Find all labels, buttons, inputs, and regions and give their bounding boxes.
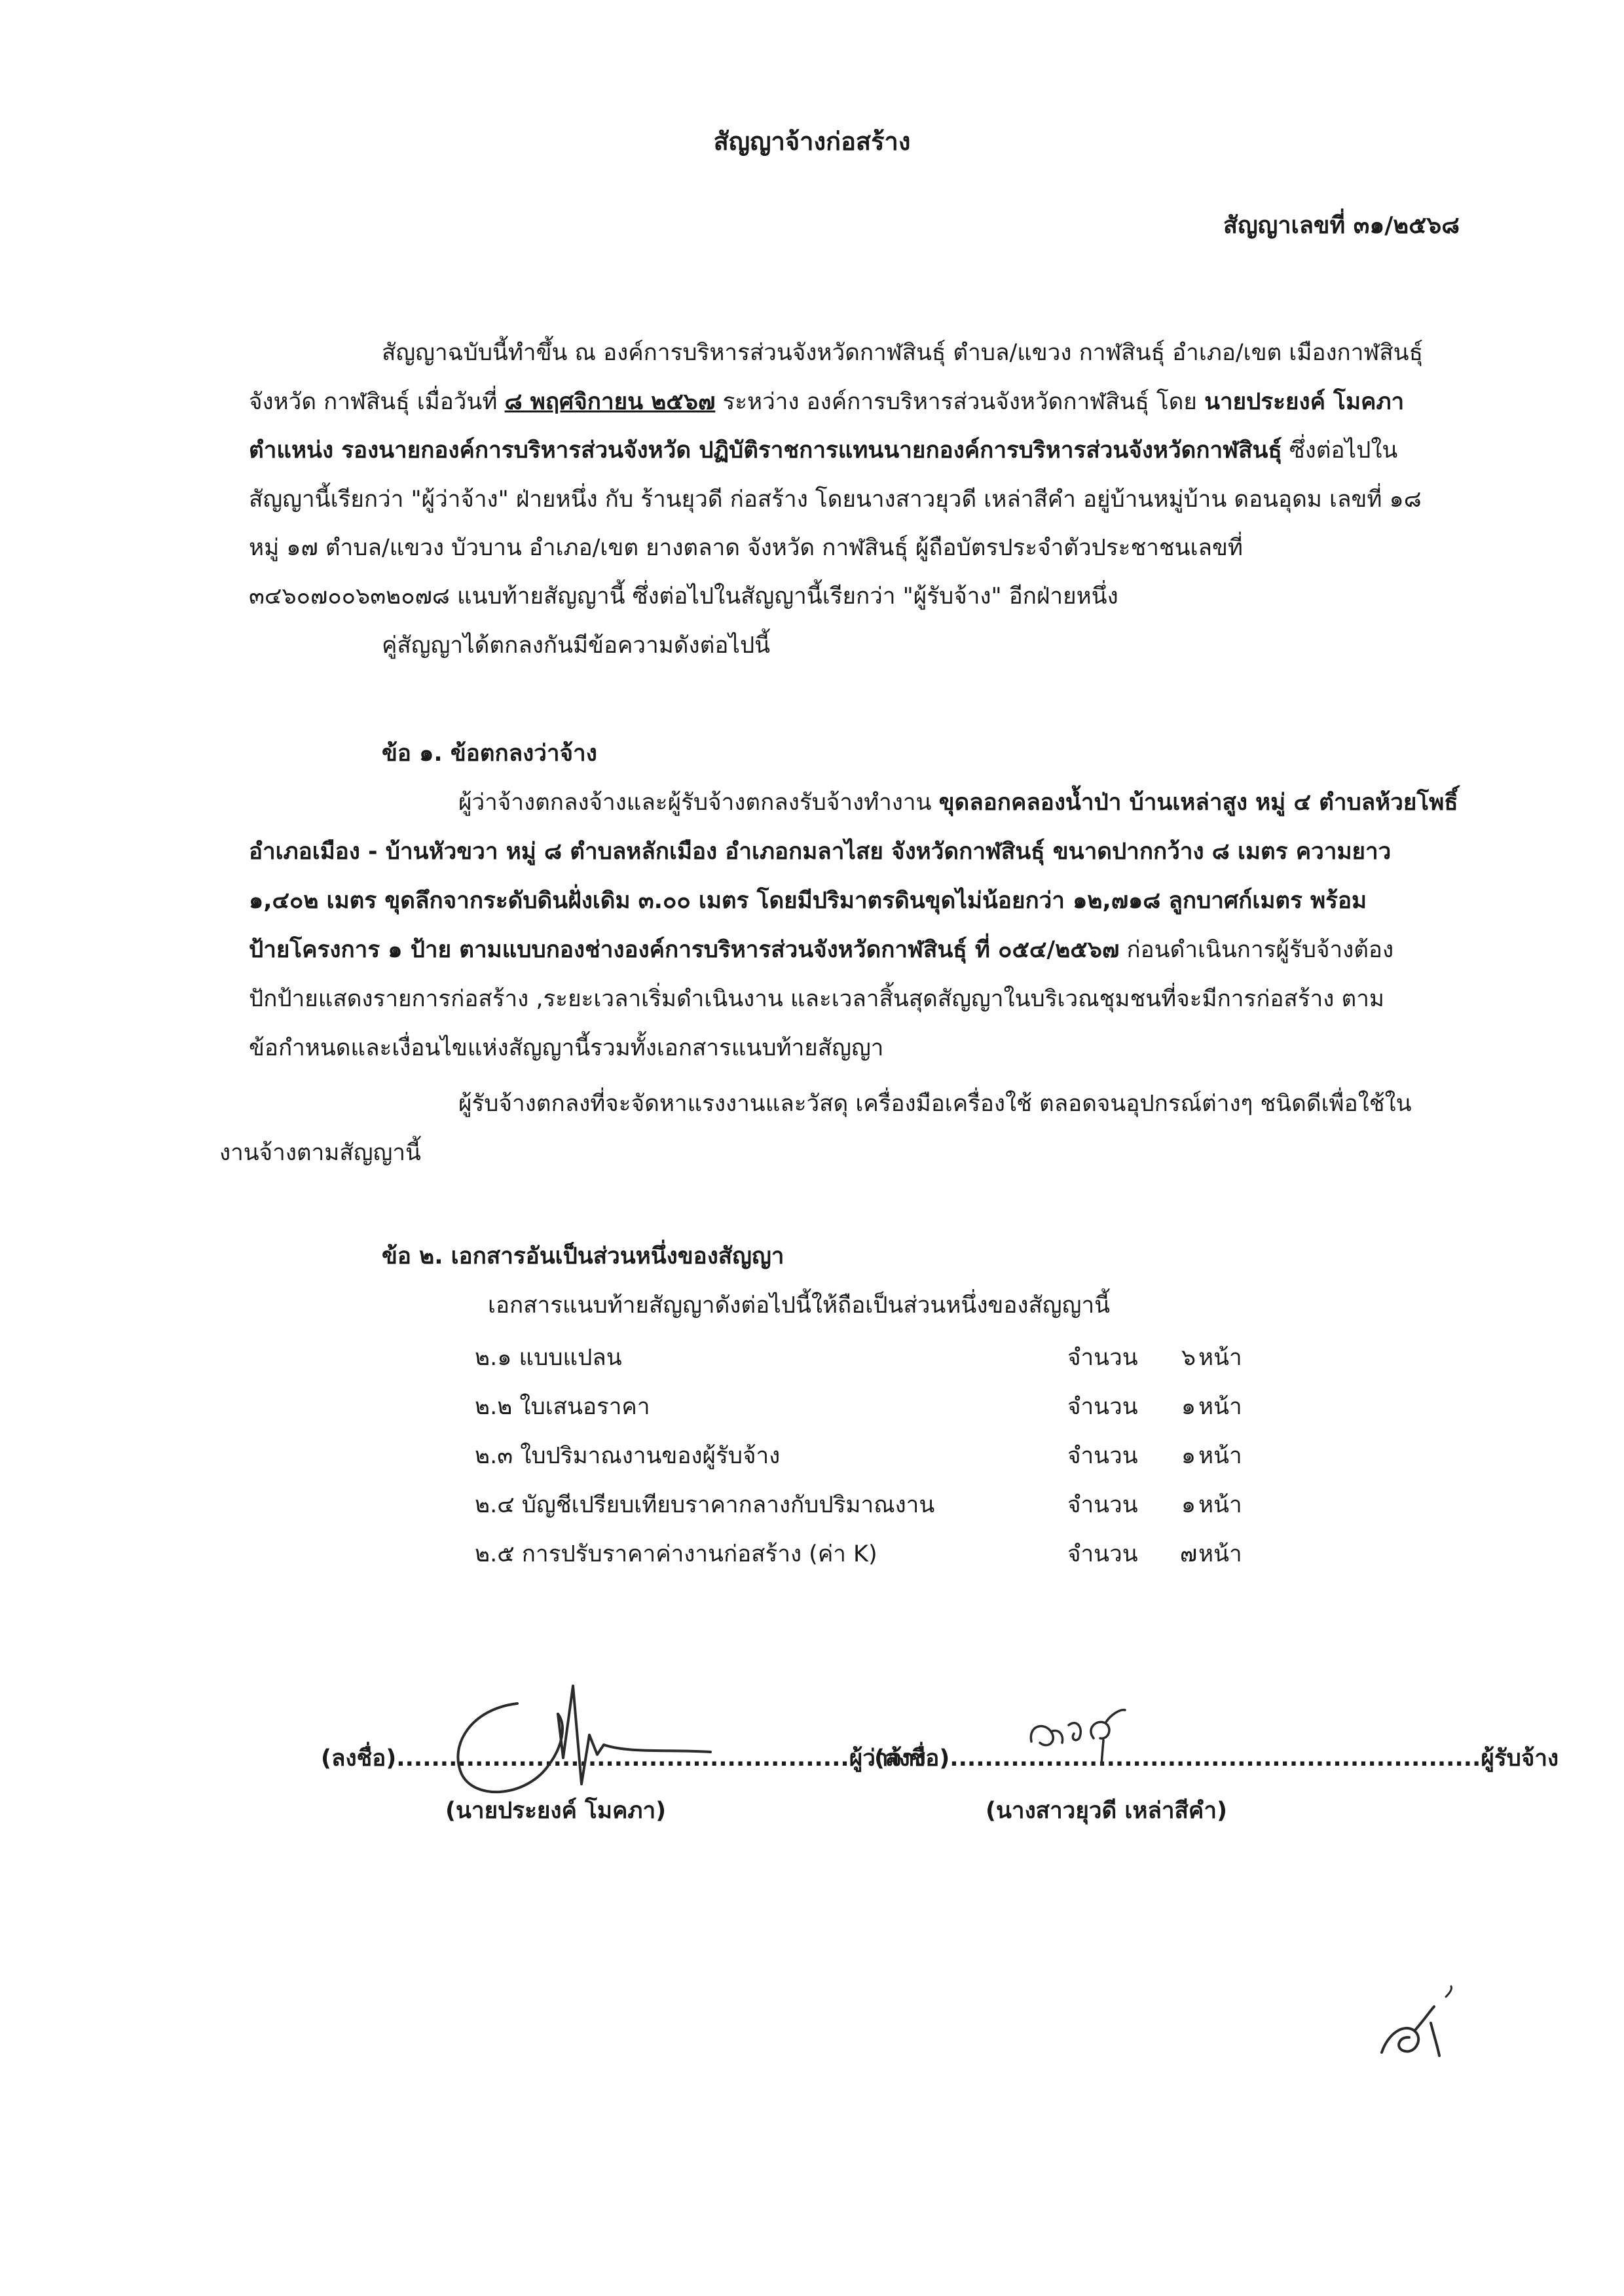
clause-1-line-1 xyxy=(458,789,1458,818)
attachment-name: ๒.๓ ใบปริมาณงานของผู้รับจ้าง xyxy=(475,1443,781,1469)
document-title: สัญญาจ้างก่อสร้าง xyxy=(713,127,911,156)
attachment-count: ๖ xyxy=(1181,1345,1196,1371)
attachment-unit: หน้า xyxy=(1198,1492,1242,1518)
attachment-count-label: จำนวน xyxy=(1067,1443,1138,1469)
employer-signature-line: (ลงชื่อ)....................................................ผู้ว่าจ้าง xyxy=(321,1745,926,1772)
preamble-hereinafter: ซึ่งต่อไปใน xyxy=(1289,437,1398,464)
project-name: ขุดลอกคลองน้ำป่า บ้านเหล่าสูง หมู่ ๔ ตำบลห้วยโพธิ์ xyxy=(938,790,1458,816)
clause-1-line-5: ปักป้ายแสดงรายการก่อสร้าง ,ระยะเวลาเริ่มดำเนินงาน และเวลาสิ้นสุดสัญญาในบริเวณชุมชนที่จะมีการก่อสร้าง ตาม xyxy=(249,986,1384,1012)
contract-number: สัญญาเลขที่ ๓๑/๒๕๖๘ xyxy=(1223,212,1460,239)
clause-2-intro: เอกสารแนบท้ายสัญญาดังต่อไปนี้ให้ถือเป็นส่วนหนึ่งของสัญญานี้ xyxy=(488,1292,1111,1319)
preamble-date-prefix: จังหวัด กาฬสินธุ์ เมื่อวันที่ xyxy=(249,389,498,415)
attachment-count: ๑ xyxy=(1181,1492,1196,1518)
attachment-name: ๒.๔ บัญชีเปรียบเทียบราคากลางกับปริมาณงาน xyxy=(475,1492,935,1518)
project-reference: ป้ายโครงการ ๑ ป้าย ตามแบบกองช่างองค์การบริหารส่วนจังหวัดกาฬสินธุ์ ที่ ๐๕๔/๒๕๖๗ xyxy=(249,937,1120,963)
clause-1-line-7: ผู้รับจ้างตกลงที่จะจัดหาแรงงานและวัสดุ เครื่องมือเครื่องใช้ ตลอดจนอุปกรณ์ต่างๆ ชนิดดีเพื่อใช้ใน xyxy=(458,1091,1412,1117)
clause-1-line-6: ข้อกำหนดและเงื่อนไขแห่งสัญญานี้รวมทั้งเอกสารแนบท้ายสัญญา xyxy=(249,1035,884,1061)
clause-1-line-8: งานจ้างตามสัญญานี้ xyxy=(219,1140,421,1166)
contractor-name: (นางสาวยุวดี เหล่าสีคำ) xyxy=(986,1798,1227,1824)
employer-signature-icon xyxy=(432,1663,720,1813)
attachment-count: ๗ xyxy=(1179,1541,1198,1567)
attachment-count-label: จำนวน xyxy=(1067,1492,1138,1518)
attachment-count: ๑ xyxy=(1181,1394,1196,1420)
attachment-unit: หน้า xyxy=(1198,1541,1242,1567)
preamble-line-1: สัญญาฉบับนี้ทำขึ้น ณ องค์การบริหารส่วนจังหวัดกาฬสินธุ์ ตำบล/แขวง กาฬสินธุ์ อำเภอ/เขต เมืองกาฬสินธุ์ xyxy=(382,340,1423,366)
attachment-count-label: จำนวน xyxy=(1067,1345,1138,1371)
preamble-between: ระหว่าง องค์การบริหารส่วนจังหวัดกาฬสินธุ์ โดย xyxy=(722,389,1197,415)
clause-1-heading: ข้อ ๑. ข้อตกลงว่าจ้าง xyxy=(382,740,597,767)
attachment-unit: หน้า xyxy=(1198,1394,1242,1420)
attachment-unit: หน้า xyxy=(1198,1345,1242,1371)
preamble-line-4: สัญญานี้เรียกว่า "ผู้ว่าจ้าง" ฝ่ายหนึ่ง กับ ร้านยุวดี ก่อสร้าง โดยนางสาวยุวดี เหล่าสีคำ อยู่บ้านหมู่บ้าน ดอนอุดม เลขที่ ๑๘ xyxy=(249,486,1422,513)
initial-signature-icon xyxy=(1369,1984,1467,2069)
preamble-line-5: หมู่ ๑๗ ตำบล/แขวง บัวบาน อำเภอ/เขต ยางตลาด จังหวัด กาฬสินธุ์ ผู้ถือบัตรประจำตัวประชาชนเลขที่ xyxy=(249,535,1243,561)
preamble-line-3 xyxy=(249,437,1397,465)
contract-date: ๘ พฤศจิกายน ๒๕๖๗ xyxy=(504,389,716,415)
employer-name: (นายประยงค์ โมคภา) xyxy=(445,1798,667,1824)
attachment-name: ๒.๑ แบบแปลน xyxy=(475,1345,622,1371)
attachment-count-label: จำนวน xyxy=(1067,1541,1138,1567)
clause-1-line-4 xyxy=(249,936,1393,965)
preamble-line-2 xyxy=(249,388,1404,417)
clause-2-heading: ข้อ ๒. เอกสารอันเป็นส่วนหนึ่งของสัญญา xyxy=(382,1243,784,1269)
attachment-name: ๒.๕ การปรับราคาค่างานก่อสร้าง (ค่า K) xyxy=(475,1541,877,1567)
contractor-signature-line: (ลงชื่อ).............................................................ผู้รับจ้าง xyxy=(874,1745,1559,1772)
preamble-line-7: คู่สัญญาได้ตกลงกันมีข้อความดังต่อไปนี้ xyxy=(382,632,771,659)
clause-1-line-2: อำเภอเมือง - บ้านหัวขวา หมู่ ๘ ตำบลหลักเมือง อำเภอกมลาไสย จังหวัดกาฬสินธุ์ ขนาดปากกว้าง ๘ เมตร ความยาว xyxy=(249,839,1392,865)
attachment-unit: หน้า xyxy=(1198,1443,1242,1469)
employer-position: ตำแหน่ง รองนายกองค์การบริหารส่วนจังหวัด ปฏิบัติราชการแทนนายกองค์การบริหารส่วนจังหวัดกาฬสินธุ์ xyxy=(249,437,1282,464)
attachment-count-label: จำนวน xyxy=(1067,1394,1138,1420)
preamble-line-6: ๓๔๖๐๗๐๐๖๓๒๐๗๘ แนบท้ายสัญญานี้ ซึ่งต่อไปในสัญญานี้เรียกว่า "ผู้รับจ้าง" อีกฝ่ายหนึ่ง xyxy=(249,583,1118,610)
contractor-signature-icon xyxy=(1022,1702,1139,1774)
employer-signatory-name: นายประยงค์ โมคภา xyxy=(1204,389,1405,415)
attachment-count: ๑ xyxy=(1181,1443,1196,1469)
attachment-name: ๒.๒ ใบเสนอราคา xyxy=(475,1394,650,1420)
clause-1-line-1-text: ผู้ว่าจ้างตกลงจ้างและผู้รับจ้างตกลงรับจ้างทำงาน xyxy=(458,790,932,816)
clause-1-line-4-text: ก่อนดำเนินการผู้รับจ้างต้อง xyxy=(1126,937,1394,963)
clause-1-line-3: ๑,๔๐๒ เมตร ขุดลึกจากระดับดินฝั่งเดิม ๓.๐๐ เมตร โดยมีปริมาตรดินขุดไม่น้อยกว่า ๑๒,๗๑๘ ลูกบาศก์เมตร พร้อม xyxy=(249,888,1367,914)
